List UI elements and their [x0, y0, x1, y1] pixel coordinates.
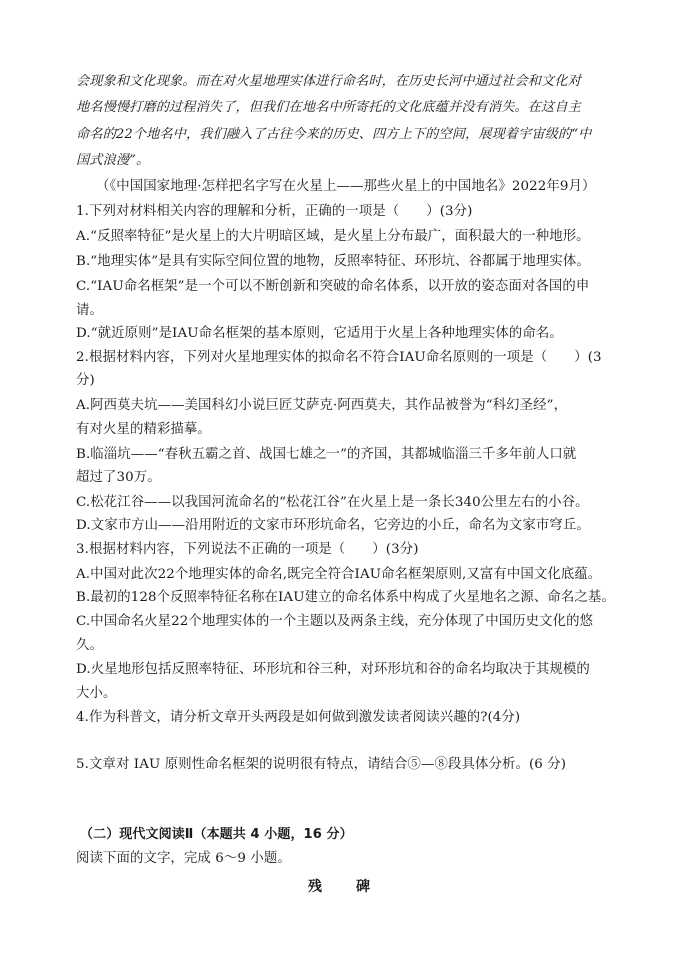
question-2-option-c: C.松花江谷——以我国河流命名的“松花江谷”在火星上是一条长340公里左右的小谷。	[76, 495, 589, 510]
question-3-option-b: B.最初的128个反照率特征名称在IAU建立的命名体系中构成了火星地名之源、命名之基。	[76, 590, 615, 605]
question-2-option-b-cont: 超过了30万。	[76, 470, 161, 485]
question-3: 3.根据材料内容，下列说法不正确的一项是（ ）(3分)	[76, 542, 419, 557]
question-2-option-a: A.阿西莫夫坑——美国科幻小说巨匠艾萨克·阿西莫夫，其作品被誉为“科幻圣经”，	[76, 398, 568, 413]
question-3-option-a: A.中国对此次22个地理实体的命名,既完全符合IAU命名框架原则,又富有中国文化底蕴。	[76, 567, 602, 582]
question-1-option-d: D.“就近原则”是IAU命名框架的基本原则，它适用于火星上各种地理实体的命名。	[76, 326, 563, 341]
question-4: 4.作为科普文，请分析文章开头两段是如何做到激发读者阅读兴趣的?(4分)	[76, 710, 521, 725]
article-title: 残 碑	[308, 879, 380, 895]
question-5: 5.文章对 IAU 原则性命名框架的说明很有特点，请结合⑤—⑧段具体分析。(6 分)	[76, 757, 567, 772]
paragraph-line: 会现象和文化现象。而在对火星地理实体进行命名时，在历史长河中通过社会和文化对	[76, 74, 581, 89]
question-3-option-c: C.中国命名火星22个地理实体的一个主题以及两条主线，充分体现了中国历史文化的悠	[76, 614, 594, 629]
question-3-option-d-cont: 大小。	[76, 686, 117, 701]
paragraph-line: 国式浪漫”。	[76, 153, 150, 168]
question-1: 1.下列对材料相关内容的理解和分析，正确的一项是（ ）(3分)	[76, 204, 473, 219]
question-1-option-a: A.“反照率特征”是火星上的大片明暗区域，是火星上分布最广，面积最大的一种地形。	[76, 229, 590, 244]
source-citation: （《中国国家地理·怎样把名字写在火星上——那些火星上的中国地名》2022年9月）	[96, 179, 596, 194]
question-1-option-c-cont: 请。	[76, 303, 103, 318]
question-1-option-c: C.“IAU命名框架”是一个可以不断创新和突破的命名体系，以开放的姿态面对各国的申	[76, 279, 590, 294]
question-2-option-a-cont: 有对火星的精彩描摹。	[76, 422, 211, 437]
question-2-option-d: D.文家市方山——沿用附近的文家市环形坑命名，它旁边的小丘，命名为文家市穹丘。	[76, 518, 590, 533]
question-3-option-d: D.火星地形包括反照率特征、环形坑和谷三种，对环形坑和谷的命名均取决于其规模的	[76, 662, 590, 677]
section-instruction: 阅读下面的文字，完成 6～9 小题。	[76, 851, 291, 866]
paragraph-line: 命名的22个地名中，我们融入了古往今来的历史、四方上下的空间，展现着宇宙级的“中	[76, 127, 592, 142]
question-2-cont: 分)	[76, 373, 95, 388]
question-1-option-b: B.“地理实体”是具有实际空间位置的地物，反照率特征、环形坑、谷都属于地理实体。	[76, 254, 590, 269]
section-heading: （二）现代文阅读Ⅱ（本题共 4 小题，16 分）	[80, 827, 353, 842]
question-3-option-c-cont: 久。	[76, 638, 103, 653]
question-2-option-b: B.临淄坑——“春秋五霸之首、战国七雄之一”的齐国，其都城临淄三千多年前人口就	[76, 447, 577, 462]
question-2: 2.根据材料内容，下列对火星地理实体的拟命名不符合IAU命名原则的一项是（ ）(3	[76, 350, 602, 365]
paragraph-line: 地名慢慢打磨的过程消失了，但我们在地名中所寄托的文化底蕴并没有消失。在这自主	[76, 100, 581, 115]
